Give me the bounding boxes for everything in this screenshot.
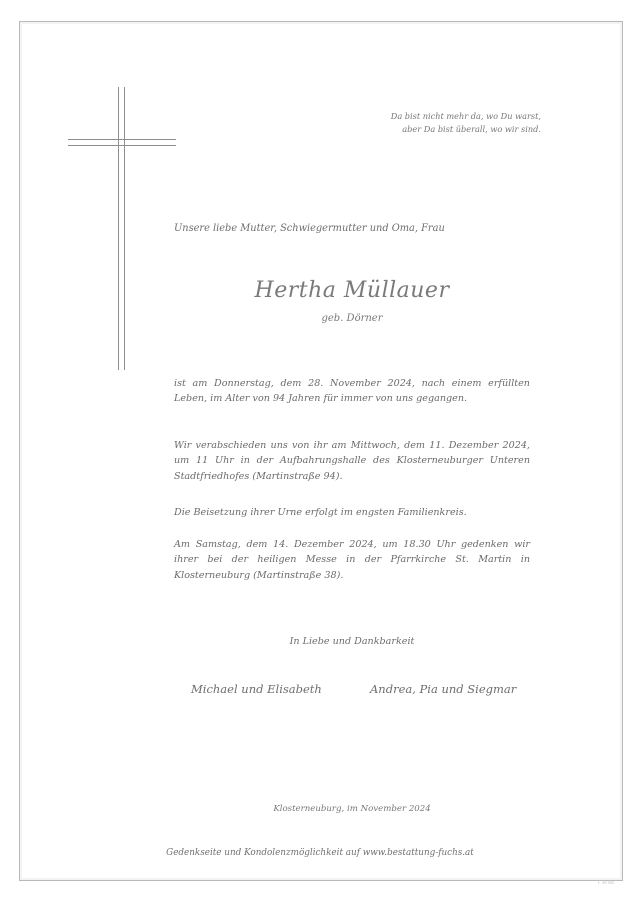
footer-link-text[interactable]: Gedenkseite und Kondolenzmöglichkeit auf www.bestattung-fuchs.at — [166, 848, 474, 858]
burial-details: Die Beisetzung ihrer Urne erfolgt im engsten Familienkreis. — [174, 507, 467, 518]
place-date: Klosterneuburg, im November 2024 — [273, 804, 431, 814]
farewell-details: Wir verabschieden uns von ihr am Mittwoch, dem 11. Dezember 2024, um 11 Uhr in der Aufbahrungshalle des Klosterneuburger Unteren Stadtfriedhofes (Martinstraße 94). — [174, 440, 530, 482]
reference-code: F 39 Wo — [598, 880, 615, 885]
deceased-name: Hertha Müllauer — [254, 278, 450, 303]
intro-text: Unsere liebe Mutter, Schwiegermutter und Oma, Frau — [174, 223, 445, 234]
death-announcement: ist am Donnerstag, dem 28. November 2024, nach einem erfüllten Leben, im Alter von 94 Jahren für immer von uns gegangen. — [174, 378, 530, 405]
signer-1: Michael und Elisabeth — [191, 682, 322, 696]
motto-quote — [340, 110, 541, 136]
gratitude-line: In Liebe und Dankbarkeit — [289, 636, 415, 647]
birth-name: geb. Dörner — [321, 313, 383, 324]
motto-line-1: Da bist nicht mehr da, wo Du warst, — [390, 111, 541, 121]
signer-2: Andrea, Pia und Siegmar — [370, 682, 517, 696]
memorial-mass-details: Am Samstag, dem 14. Dezember 2024, um 18.30 Uhr gedenken wir ihrer bei der heiligen Messe in der Pfarrkirche St. Martin in Klosterneuburg (Martinstraße 38). — [174, 539, 530, 581]
motto-line-2: aber Da bist überall, wo wir sind. — [402, 124, 541, 134]
